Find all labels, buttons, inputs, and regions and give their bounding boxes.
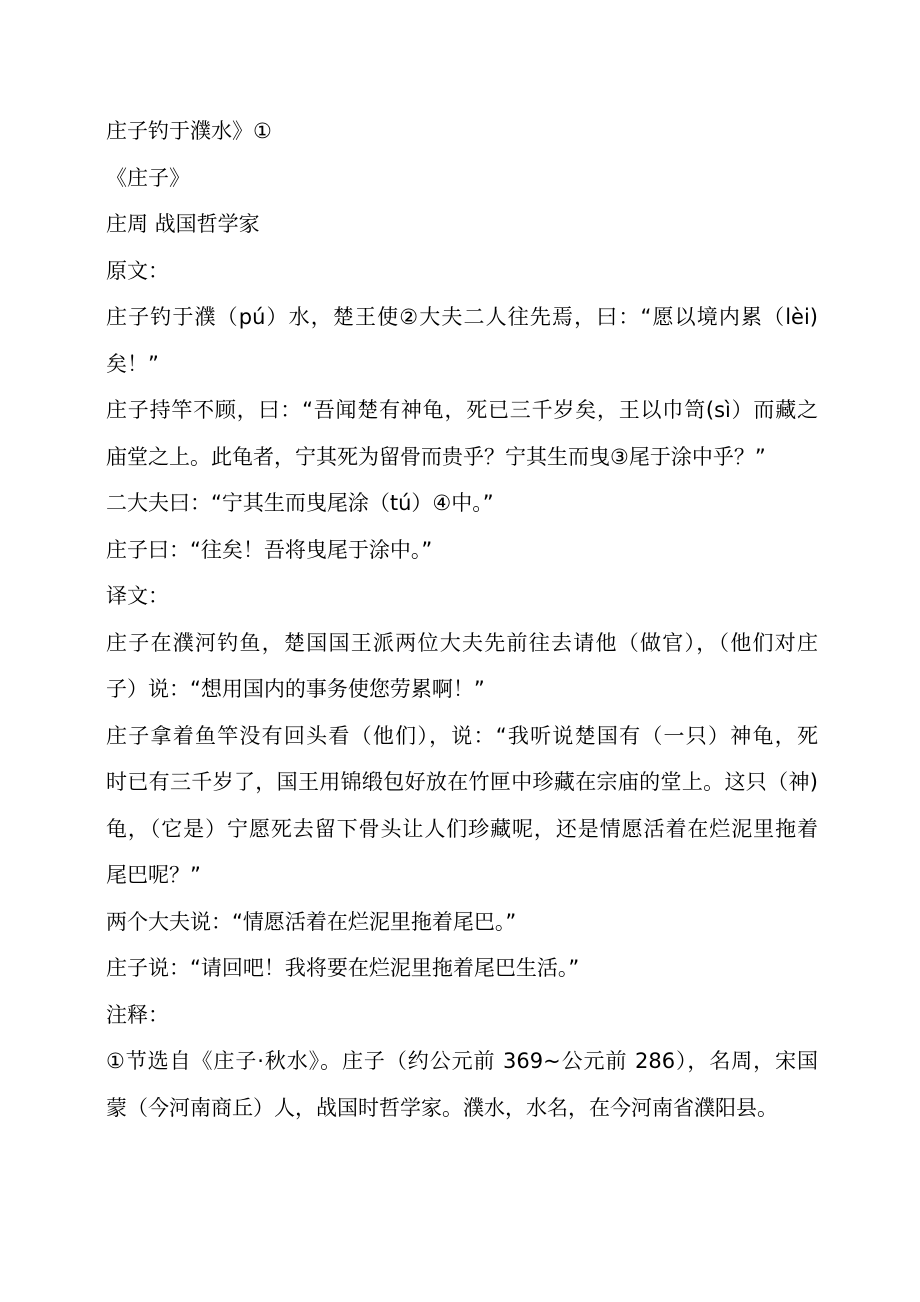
- section-heading-notes: 注释：: [106, 1002, 169, 1027]
- text-line: 庙堂之上。此龟者，宁其死为留骨而贵乎？宁其生而曳③尾于涂中乎？”: [106, 444, 766, 469]
- text-line: 庄子持竿不顾，曰：“吾闻楚有神龟，死已三千岁矣，王以巾笥(sì）而藏之: [106, 398, 818, 422]
- source-line: 《庄子》: [106, 165, 190, 190]
- text-line: 庄子拿着鱼竿没有回头看（他们），说：“我听说楚国有（一只）神龟，死: [106, 723, 818, 748]
- text-line: 庄子说：“请回吧！我将要在烂泥里拖着尾巴生活。”: [106, 956, 580, 980]
- text-line: 庄子钓于濮（pú）水，楚王使②大夫二人往先焉，曰：“愿以境内累（lèi): [106, 305, 818, 329]
- text-line: 时已有三千岁了，国王用锦缎包好放在竹匣中珍藏在宗庙的堂上。这只（神): [106, 770, 818, 794]
- section-heading-translation: 译文：: [106, 584, 169, 608]
- document-body: [106, 108, 818, 1131]
- text-line: 庄子曰：“往矣！吾将曳尾于涂中。”: [106, 537, 433, 562]
- text-line: 两个大夫说：“情愿活着在烂泥里拖着尾巴。”: [106, 909, 517, 934]
- text-line: 矣！”: [106, 351, 159, 376]
- title-line: 庄子钓于濮水》①: [106, 119, 272, 143]
- text-line: 尾巴呢？”: [106, 863, 201, 887]
- text-line: 子）说：“想用国内的事务使您劳累啊！”: [106, 677, 485, 701]
- text-line: 龟，（它是）宁愿死去留下骨头让人们珍藏呢，还是情愿活着在烂泥里拖着: [106, 816, 818, 841]
- note-line: 蒙（今河南商丘）人，战国时哲学家。濮水，水名，在今河南省濮阳县。: [106, 1095, 778, 1120]
- section-heading-original: 原文：: [106, 258, 169, 283]
- note-line: ①节选自《庄子·秋水》。庄子（约公元前 369~公元前 286），名周，宋国: [106, 1049, 818, 1073]
- author-line: 庄周 战国哲学家: [106, 212, 260, 236]
- text-line: 庄子在濮河钓鱼，楚国国王派两位大夫先前往去请他（做官），（他们对庄: [106, 630, 818, 655]
- text-line: 二大夫曰：“宁其生而曳尾涂（tú）④中。”: [106, 491, 494, 515]
